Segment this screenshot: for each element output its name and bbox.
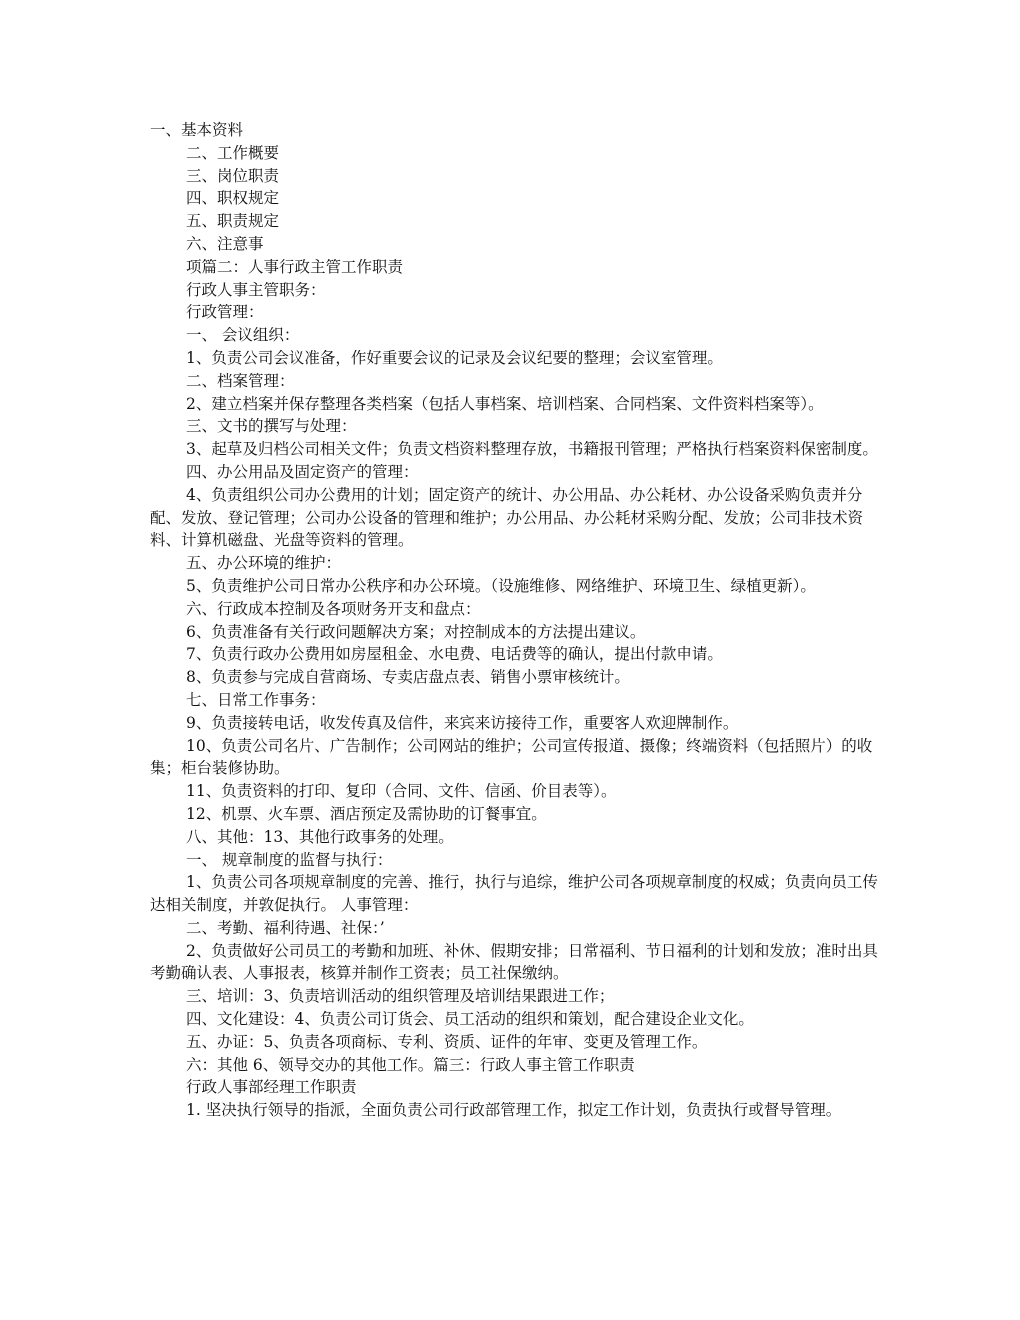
duty-item: 3、起草及归档公司相关文件；负责文档资料整理存放，书籍报刊管理；严格执行档案资料保密制度。 [186,440,878,459]
section-heading: 三、培训：3、负责培训活动的组织管理及培训结果跟进工作； [186,987,615,1006]
section-heading: 一、基本资料 [150,121,244,139]
section-heading: 四、办公用品及固定资产的管理： [186,462,419,481]
section-heading: 七、日常工作事务： [186,690,326,709]
duty-item: 10、负责公司名片、广告制作；公司网站的维护；公司宣传报道、摄像；终端资料（包括照片）的收集；柜台装修协助。 [150,736,873,778]
article-title: 项篇二：人事行政主管工作职责 [186,257,404,276]
document-body [150,119,880,1122]
duty-item: 6、负责准备有关行政问题解决方案；对控制成本的方法提出建议。 [186,622,646,641]
section-heading: 一、 会议组织： [186,326,300,345]
section-heading: 五、职责规定 [186,212,280,231]
duty-item: 2、建立档案并保存整理各类档案（包括人事档案、培训档案、合同档案、文件资料档案等）。 [186,394,824,413]
duty-item: 8、负责参与完成自营商场、专卖店盘点表、销售小票审核统计。 [186,668,630,687]
section-heading: 五、办证：5、负责各项商标、专利、资质、证件的年审、变更及管理工作。 [186,1032,708,1051]
section-heading: 五、办公环境的维护： [186,554,342,573]
section-heading: 二、考勤、福利待遇、社保：’ [186,918,385,937]
duty-item: 9、负责接转电话，收发传真及信件，来宾来访接待工作，重要客人欢迎牌制作。 [186,713,739,732]
section-heading: 一、 规章制度的监督与执行： [186,850,393,869]
duty-item: 12、机票、火车票、酒店预定及需协助的订餐事宜。 [186,804,547,823]
duty-item: 7、负责行政办公费用如房屋租金、水电费、电话费等的确认，提出付款申请。 [186,645,723,664]
subheading: 行政管理： [186,303,264,322]
subheading: 行政人事主管职务： [186,280,326,299]
section-heading: 八、其他：13、其他行政事务的处理。 [186,827,454,846]
section-heading: 二、档案管理： [186,371,295,390]
section-heading: 四、文化建设：4、负责公司订货会、员工活动的组织和策划，配合建设企业文化。 [186,1010,754,1029]
duty-item: 1、负责公司各项规章制度的完善、推行，执行与追综，维护公司各项规章制度的权威；负责向员工传达相关制度，并敦促执行。 人事管理： [150,873,878,915]
section-heading: 二、工作概要 [186,143,280,162]
section-heading: 三、文书的撰写与处理： [186,417,357,436]
section-heading: 三、岗位职责 [186,166,280,185]
duty-item: 11、负责资料的打印、复印（合同、文件、信函、价目表等）。 [186,782,617,801]
section-heading: 六、注意事 [186,234,264,253]
duty-item: 4、负责组织公司办公费用的计划；固定资产的统计、办公用品、办公耗材、办公设备采购负责并分配、发放、登记管理；公司办公设备的管理和维护；办公用品、办公耗材采购分配、发放；公司非技术资料、计算机磁盘、光盘等资料的管理。 [150,485,864,550]
section-heading: 六、行政成本控制及各项财务开支和盘点： [186,599,481,618]
duty-item: 2、负责做好公司员工的考勤和加班、补休、假期安排；日常福利、节日福利的计划和发放；准时出具考勤确认表、人事报表，核算并制作工资表；员工社保缴纳。 [150,941,878,983]
duty-item: 1、负责公司会议准备，作好重要会议的记录及会议纪要的整理；会议室管理。 [186,348,723,367]
duty-item: 5、负责维护公司日常办公秩序和办公环境。（设施维修、网络维护、环境卫生、绿植更新）。 [186,576,816,595]
section-heading: 四、职权规定 [186,189,280,208]
duty-item: 1. 坚决执行领导的指派，全面负责公司行政部管理工作，拟定工作计划，负责执行或督导管理。 [186,1101,842,1120]
section-heading: 六：其他 6、领导交办的其他工作。篇三：行政人事主管工作职责 [186,1055,635,1074]
article-title: 行政人事部经理工作职责 [186,1078,357,1097]
